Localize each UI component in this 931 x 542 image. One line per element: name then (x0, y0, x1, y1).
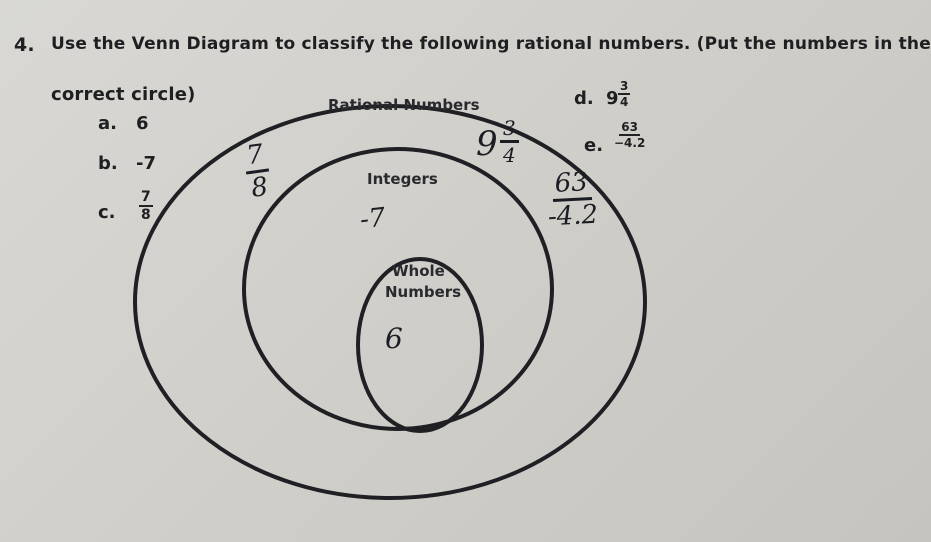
option-d-whole: 9 (606, 88, 619, 109)
handwritten-three-fourths (500, 118, 519, 165)
whole-label-line1: Whole (392, 262, 445, 280)
option-e-letter: e. (584, 135, 604, 156)
handwritten-negative-seven: -7 (358, 202, 387, 236)
question-line-1: Use the Venn Diagram to classify the following rational numbers. (Put the numbers in the (51, 34, 931, 54)
handwritten-sixty-three-over (545, 169, 598, 231)
option-c-denominator: 8 (141, 207, 151, 223)
handwritten-sixty-three-denominator: -4.2 (547, 199, 599, 233)
option-a-letter: a. (98, 113, 117, 134)
whole-label-line2: Numbers (385, 283, 462, 301)
option-d-denominator: 4 (620, 95, 629, 109)
handwritten-three-fourths-numerator: 3 (500, 118, 519, 143)
integers-label: Integers (367, 170, 438, 188)
question-line-2: correct circle) (51, 84, 196, 105)
handwritten-nine: 9 (476, 124, 498, 164)
option-c-numerator: 7 (141, 189, 151, 205)
option-b-letter: b. (98, 153, 118, 174)
option-a-value: 6 (136, 113, 149, 134)
handwritten-seven-eighths-denominator: 8 (249, 171, 270, 204)
option-d-letter: d. (574, 88, 594, 109)
rational-numbers-label: Rational Numbers (328, 96, 480, 114)
handwritten-six: 6 (385, 322, 403, 355)
option-e-numerator: 63 (621, 120, 638, 134)
option-d-numerator: 3 (620, 79, 629, 93)
handwritten-seven-eighths-numerator: 7 (242, 141, 269, 175)
handwritten-sixty-three-numerator: 63 (551, 169, 592, 202)
question-number: 4. (14, 34, 35, 56)
option-e-denominator: −4.2 (614, 136, 646, 150)
option-b-value: -7 (136, 153, 156, 174)
rational-numbers-circle (135, 106, 645, 498)
handwritten-three-fourths-denominator: 4 (503, 143, 516, 167)
option-c-letter: c. (98, 202, 116, 223)
